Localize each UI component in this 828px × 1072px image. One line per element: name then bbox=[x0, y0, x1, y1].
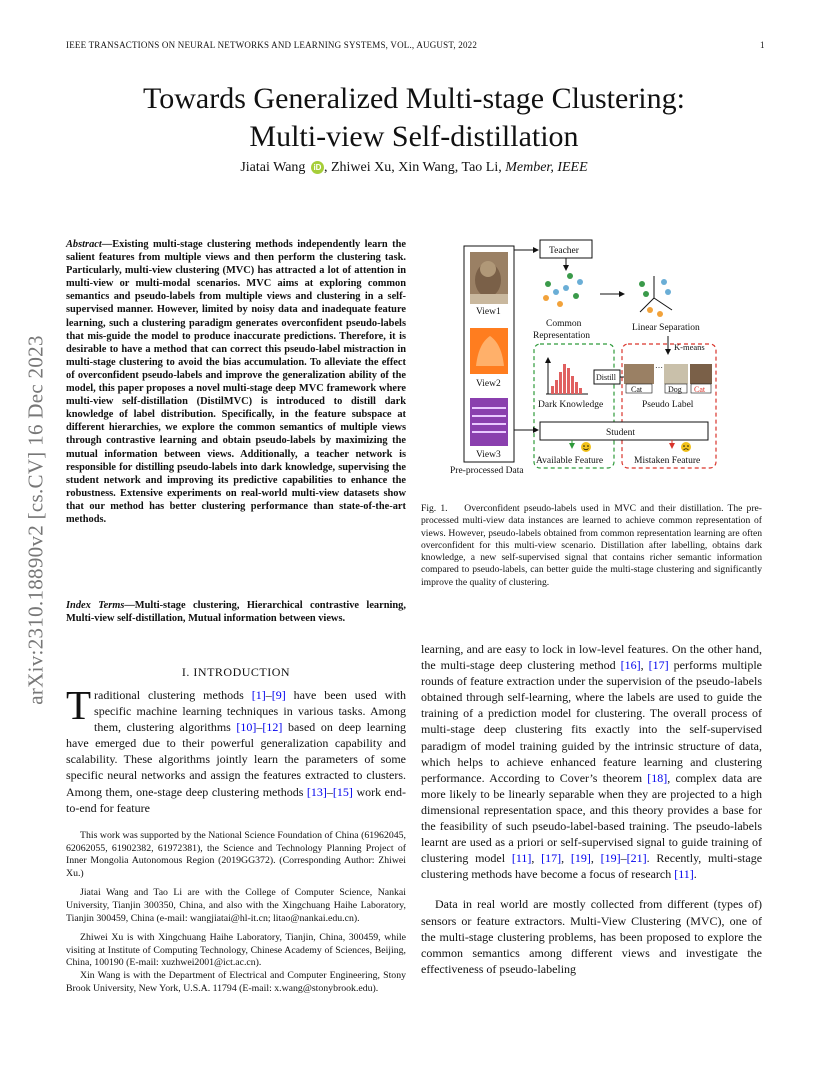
footnote-affiliation-2: Zhiwei Xu is with Xingchuang Haihe Laboratory, Tianjin, China, 300459, while visiting at Institute of Computing Technology, Chinese Academy of Sciences, Beijing, China, 100190 (E-mail: xuzhwei2001@ict.ac.cn). bbox=[66, 932, 406, 969]
figure-1 bbox=[428, 236, 764, 478]
index-terms-label: Index Terms bbox=[66, 600, 125, 611]
view2-label: View2 bbox=[476, 379, 501, 389]
dark-knowledge-histogram bbox=[546, 358, 588, 394]
common-representation-points bbox=[543, 273, 583, 307]
author-list bbox=[0, 160, 828, 176]
citation-link[interactable]: [15] bbox=[332, 784, 353, 799]
page-number: 1 bbox=[760, 40, 765, 50]
citation-link[interactable]: [17] bbox=[541, 851, 562, 866]
intro-text: have been used with specific machine learning techniques in various tasks. Among them, clustering algorithms bbox=[94, 688, 406, 735]
body-text: , bbox=[590, 851, 601, 866]
body-text: – bbox=[620, 851, 627, 866]
linear-separation-label: Linear Separation bbox=[632, 323, 700, 333]
right-column-text bbox=[421, 641, 762, 977]
body-text: , bbox=[561, 851, 571, 866]
section-heading-introduction: I. INTRODUCTION bbox=[181, 665, 291, 679]
title-line-1: Towards Generalized Multi-stage Clustering: bbox=[143, 82, 685, 115]
footnote-affiliation-1: Jiatai Wang and Tao Li are with the College of Computer Science, Nankai University, Tianjin 300350, China, and also with the Xingchuang Haihe Laboratory, Tianjin 300459, China (e-mail: wangjiatai@hl-it.cn; litao@nankai.edu.cn). bbox=[66, 887, 406, 924]
kmeans-label: K-means bbox=[674, 342, 705, 352]
footnote-funding: This work was supported by the National Science Foundation of China (61962045, 62062055, 61902382, 61972381), the Science and Technology Planning Project of Inner Mongolia Autonomous Region (2019GG372). (Corresponding Author: Zhiwei Xu.) bbox=[66, 830, 406, 879]
figure-1-diagram bbox=[428, 236, 764, 478]
available-feature-label: Available Feature bbox=[536, 456, 604, 466]
view1-image bbox=[470, 252, 508, 304]
caption-text: Overconfident pseudo-labels used in MVC and their distillation. The pre-processed multi-view data instances are learned to achieve common representation of views. However, pseudo-labels obtained from common representation learning are often overconfident for this multi-view scenario. Distillation after labelling, obtains dark knowledge, a new self-supervised signal that contains richer semantic information compared to pseudo-labels, can better guide the multi-stage clustering and significantly improve the quality of clustering. bbox=[421, 503, 763, 588]
author-membership: Member, IEEE bbox=[505, 160, 588, 175]
paper-title bbox=[0, 80, 828, 156]
student-label: Student bbox=[606, 428, 636, 438]
body-text: , bbox=[531, 851, 542, 866]
intro-text: raditional clustering methods bbox=[94, 688, 252, 702]
body-text: learning, and are easy to lock in low-level features. On the other hand, the multi-stage deep clustering method bbox=[421, 642, 762, 673]
pseudo-label-cat: Cat bbox=[631, 385, 643, 394]
abstract-label: Abstract bbox=[66, 239, 102, 250]
pseudo-label-label: Pseudo Label bbox=[642, 400, 694, 410]
caption-label: Fig. 1. bbox=[421, 503, 448, 514]
citation-link[interactable]: [21] bbox=[626, 851, 647, 866]
body-text: performs multiple rounds of feature extraction under the supervision of the pseudo-labels obtained through self-learning, where the labels are used to guide the training of a prediction model for clustering. The overall process of multi-stage deep clustering fits exactly into the self-supervised paradigm of model training guided by the intrinsic structure of data, which helps to achieve enhanced feature learning and clustering performance. According to Cover’s theorem bbox=[421, 658, 762, 785]
body-text: . bbox=[693, 867, 697, 882]
footnote-affiliation-3: Xin Wang is with the Department of Electrical and Computer Engineering, Stony Brook University, New York, U.S.A. 11794 (E-mail: x.wang@stonybrook.edu). bbox=[66, 969, 406, 994]
citation-link[interactable]: [19] bbox=[570, 851, 591, 866]
paragraph-continuation bbox=[421, 641, 762, 882]
citation-link[interactable]: [12] bbox=[262, 720, 283, 735]
intro-text: work end-to-end for feature bbox=[66, 784, 407, 815]
citation-link[interactable]: [18] bbox=[647, 770, 668, 785]
arxiv-identifier: arXiv:2310.18890v2 [cs.CV] 16 Dec 2023 bbox=[23, 335, 48, 705]
paragraph-mvc: Data in real world are mostly collected from different (types of) sensors or feature extractors. Multi-View Clustering (MVC), one of the multi-stage clustering problems, has been proposed to explore the common semantics among different views and investigate the effectiveness of pseudo-labeling bbox=[421, 897, 762, 976]
citation-link[interactable]: [19] bbox=[600, 851, 621, 866]
orcid-icon[interactable]: iD bbox=[311, 161, 324, 174]
citation-link[interactable]: [17] bbox=[648, 658, 669, 673]
representation-label: Representation bbox=[533, 331, 590, 341]
happy-face-icon bbox=[581, 442, 591, 452]
teacher-label: Teacher bbox=[549, 246, 579, 256]
svg-text:…: … bbox=[655, 361, 663, 370]
drop-cap: T bbox=[66, 682, 92, 728]
author-first: Jiatai Wang bbox=[240, 160, 306, 175]
body-text: , complex data are more likely to be linearly separable when they are projected to a high dimensional representation space, and this theory provides a base for the feasibility of such pseudo-label-based training. The pseudo-labels learnt are used as a priori or self-supervised signal to guide training of clustering model bbox=[421, 770, 762, 866]
abstract bbox=[66, 238, 406, 526]
running-head: IEEE TRANSACTIONS ON NEURAL NETWORKS AND LEARNING SYSTEMS, VOL., AUGUST, 2022 bbox=[66, 40, 478, 50]
footnotes bbox=[66, 830, 406, 1002]
citation-link[interactable]: [10] bbox=[236, 720, 257, 735]
mistaken-feature-label: Mistaken Feature bbox=[634, 456, 701, 466]
introduction-paragraph bbox=[66, 682, 407, 816]
index-terms-text: —Multi-stage clustering, Hierarchical contrastive learning, Multi-view self-distillation, Mutual information between views. bbox=[66, 600, 406, 625]
abstract-text: —Existing multi-stage clustering methods independently learn the salient features from multiple views and then perform the clustering task. Particularly, multi-view clustering (MVC) has attracted a lot of attention in multi-view or multi-modal scenarios. MVC aims at exploring common semantics and pseudo-labels from multiple views and clustering in a self-supervised manner. However, limited by noisy data and inadequate feature learning, such a clustering paradigm generates overconfident pseudo-labels that mis-guide the model to produce inaccurate predictions. Therefore, it is desirable to have a method that can correct this pseudo-label mistraction in multi-stage clustering to avoid the bias accumulation. To alleviate the effect of overconfident pseudo-labels and improve the generalization ability of the model, this paper proposes a novel multi-stage deep MVC framework where multi-view self-distillation (DistilMVC) is introduced to distill dark knowledge of label distribution. Specifically, in the feature subspace at different hierarchies, we explore the common semantics of multiple views through contrastive learning and obtain pseudo-labels by maximizing the mutual information between views. Additionally, a teacher network is responsible for distilling pseudo-labels into dark knowledge, supervising the student network and improving its predictive capabilities to enhance the robustness. Extensive experiments on real-world multi-view datasets show that our method has better clustering performance than state-of-the-art methods. bbox=[66, 239, 406, 525]
body-text: , bbox=[640, 658, 649, 673]
common-label: Common bbox=[546, 319, 582, 329]
view1-label: View1 bbox=[476, 307, 501, 317]
title-line-2: Multi-view Self-distillation bbox=[249, 120, 579, 153]
index-terms bbox=[66, 599, 406, 625]
pseudo-label-cat-wrong: Cat bbox=[694, 385, 706, 394]
linear-separation-points bbox=[639, 276, 672, 317]
citation-link[interactable]: [11] bbox=[674, 867, 694, 882]
citation-link[interactable]: [16] bbox=[620, 658, 641, 673]
figure-1-caption bbox=[421, 503, 762, 589]
citation-link[interactable]: [9] bbox=[271, 688, 286, 702]
citation-link[interactable]: [1] bbox=[251, 688, 266, 702]
sad-face-icon bbox=[681, 442, 691, 452]
view3-label: View3 bbox=[476, 450, 501, 460]
arxiv-sidebar bbox=[16, 280, 56, 760]
intro-text: – bbox=[265, 688, 272, 702]
citation-link[interactable]: [13] bbox=[306, 784, 327, 799]
view3-image bbox=[470, 398, 508, 446]
preprocessed-data-label: Pre-processed Data bbox=[450, 466, 524, 476]
dark-knowledge-label: Dark Knowledge bbox=[538, 400, 604, 410]
intro-text: – bbox=[256, 720, 263, 735]
citation-link[interactable]: [11] bbox=[511, 851, 532, 866]
view2-image bbox=[470, 328, 508, 374]
author-rest: , Zhiwei Xu, Xin Wang, Tao Li, bbox=[323, 160, 506, 175]
intro-text: based on deep learning have emerged due to their powerful generalization capability and scalability. These algorithms jointly learn the parameters of some specific neural networks and assign the features extracted to clusters. Among them, one-stage deep clustering methods bbox=[66, 720, 406, 799]
body-text: . Recently, multi-stage clustering methods have become a focus of research bbox=[421, 851, 763, 882]
intro-text: – bbox=[326, 784, 333, 799]
distill-label: Distill bbox=[596, 373, 617, 382]
pseudo-label-dog: Dog bbox=[668, 385, 682, 394]
